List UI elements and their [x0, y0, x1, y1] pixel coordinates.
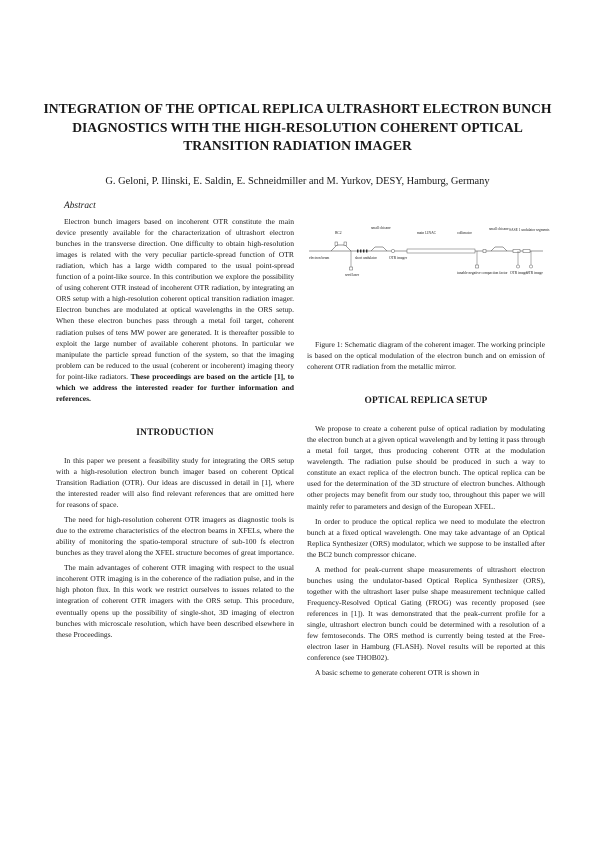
label-small-chicane-2: small chicane [489, 227, 509, 231]
label-short-undulator: short undulator [355, 256, 377, 260]
small-chicane-2 [491, 247, 507, 251]
label-otr-imager-1: OTR imager [389, 256, 408, 260]
otr-image-marker [529, 265, 532, 268]
label-main-linac: main LINAC [417, 231, 437, 235]
bc2-chicane [331, 245, 351, 251]
abstract-paragraph [56, 216, 294, 404]
magnet [335, 242, 338, 246]
intro-paragraph-2: The need for high-resolution coherent OTR imagers as diagnostic tools is due to the extreme characteristics of the electron beams in XFELs, where the ability of monitoring the spatio-temporal structure of sub-100 fs electron bunches as they travel along the XFEL structure becomes of great importance. [56, 515, 294, 558]
label-collimator: collimator [457, 231, 472, 235]
compaction-box [476, 265, 479, 268]
ors-paragraph-4: A basic scheme to generate coherent OTR is shown in [315, 668, 480, 678]
small-chicane-1 [371, 247, 387, 251]
ors-paragraph-3: A method for peak-current shape measurements of ultrashort electron bunches using the undulator-based Optical Replica Synthesizer (ORS), together with the ultrashort laser pulse shape measurement technique called Frequency-Resolved Optical Gating (FROG) was recently proposed (see references in [1]). It was demonstrated that the peak-current profile for a single, ultrashort electron bunch could be determined with a resolution of a few femtoseconds. The ORS method is currently being tested at the Free-electron laser in Hamburg (FLASH). Novel results will be reported at this conference (see THOB02). [307, 564, 545, 663]
intro-paragraph-3: The main advantages of coherent OTR imaging with respect to the usual incoherent OTR imaging is in the coherence of the radiation pulse, and in the high photon flux. In this work we restrict ourselves to issues related to the integration of coherent OTR imagers with the ORS setup. This procedure, eventually opens up the possibility of single-shot, 3D imaging of electron bunches with microscale resolution, which have been described elsewhere in these Proceedings. [56, 563, 294, 639]
label-small-chicane-1: small chicane [371, 226, 391, 230]
label-seed-laser: seed laser [345, 273, 360, 277]
figure-1 [307, 221, 550, 339]
intro-paragraph-1: In this paper we present a feasibility study for integrating the ORS setup with a high-resolution electron bunch imager based on coherent Optical Transition Radiation (OTR). Our ideas are discussed in detail in [1], where the interested reader will also find relevant references that are omitted here for reasons of space. [56, 455, 294, 510]
main-linac [407, 249, 475, 253]
abstract-bold-note: These proceedings are based on the article [1], to which we address the interested reader for further information and references. [56, 371, 294, 403]
abstract-heading: Abstract [64, 201, 96, 211]
magnet [344, 242, 347, 246]
label-tunable-compaction: tunable negative compaction factor [457, 271, 508, 275]
collimator [483, 250, 486, 253]
paper-title: INTEGRATION OF THE OPTICAL REPLICA ULTRASHORT ELECTRON BUNCH DIAGNOSTICS WITH THE HIGH-RESOLUTION COHERENT OPTICAL TRANSITION RADIATION IMAGER [43, 101, 552, 153]
seed-laser-box [350, 267, 353, 270]
label-sase: SASE 1 undulator segments [509, 228, 550, 232]
label-otr-image: OTR image [526, 271, 543, 275]
label-bc2: BC2 [335, 231, 342, 235]
author-line: G. Geloni, P. Ilinski, E. Saldin, E. Schneidmiller and M. Yurkov, DESY, Hamburg, Germany [105, 176, 490, 187]
coherent-imager-schematic [307, 221, 550, 339]
otr-imager-2 [516, 265, 519, 268]
abstract-text: Electron bunch imagers based on incoherent OTR constitute the main device presently available for the characterization of ultrashort electron bunches in the transverse direction. One difficulty to obtain high-resolution images is related with the very peculiar particle-spread function of OTR radiation, which has a large width compared to the usual point-spread function of a point-like source. In this contribution we explore the possibility of using coherent OTR instead of incoherent OTR radiation, by integrating an ORS setup with a high-resolution coherent optical transition radiation imager. Electron bunches are modulated at optical wavelengths in the ORS setup. When these electron bunches pass through a metal foil target, coherent radiation pulses of tens MW power are generated. It is thereafter possible to exploit the large number of available coherent photons. In particular we manipulate the particle spread function of the system, so that the imaging problem can be reduced to the usual (coherent or incoherent) imaging theory for point-like radiators. [56, 217, 294, 381]
right-column [307, 221, 550, 682]
ors-paragraph-1: We propose to create a coherent pulse of optical radiation by modulating the electron bunch at a given optical wavelength and by letting it pass through a metal foil target, thus producing coherent OTR at the modulation wavelength. The radiation pulse should be produced in such a way to constitute an exact replica of the electron bunch. The optical replica can be used for the determination of the 3D structure of electron bunches. Although other projects may benefit from our study too, throughout this paper we will mainly refer to parameters and design of the European XFEL. [307, 424, 545, 511]
ors-paragraph-2: In order to produce the optical replica we need to modulate the electron bunch at a fixed optical wavelength. One may take advantage of an Optical Replica Synthesizer (ORS) modulator, which we suppose to be installed after the BC2 bunch compressor chicane. [307, 516, 545, 559]
label-otr-imager-2: OTR imager [510, 271, 529, 275]
optical-replica-heading: OPTICAL REPLICA SETUP [364, 396, 488, 407]
introduction-heading: INTRODUCTION [136, 427, 214, 438]
figure-caption: Figure 1: Schematic diagram of the coherent imager. The working principle is based on the optical modulation of the electron bunch and on emission of coherent OTR radiation from the metallic mirror. [307, 340, 545, 372]
label-electron-beam: electron beam [309, 256, 330, 260]
left-column [56, 201, 294, 644]
otr-imager-1 [391, 249, 394, 252]
